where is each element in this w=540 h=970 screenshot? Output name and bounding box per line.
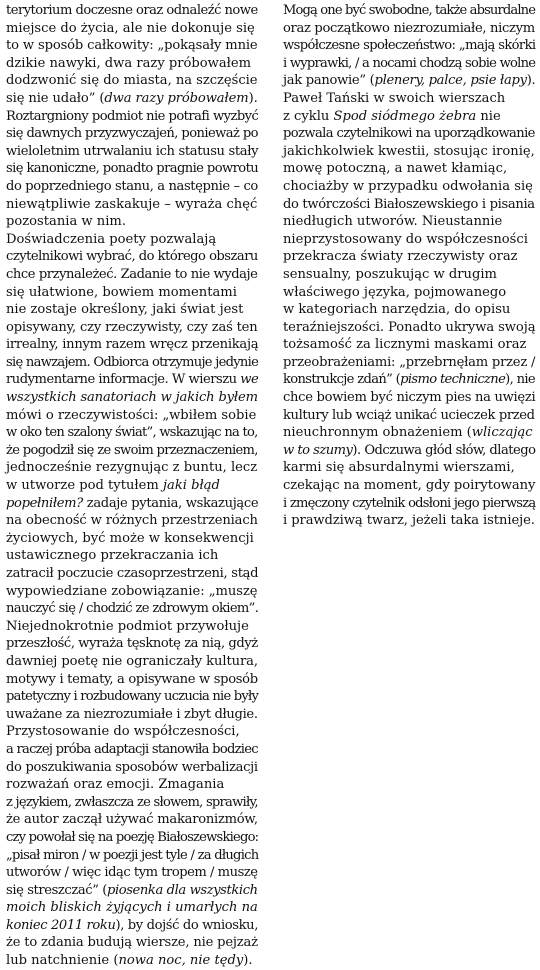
italic-title-text: dwa razy próbowałem xyxy=(104,90,249,106)
body-text: oraz początkowo niezrozumiałe, niczym xyxy=(283,20,535,36)
text-line xyxy=(283,459,535,477)
body-text: chce bowiem być niczym pies na uwięzi xyxy=(283,390,536,406)
text-line xyxy=(6,284,258,302)
text-line xyxy=(6,917,258,935)
text-line xyxy=(6,90,258,108)
text-line xyxy=(6,20,258,38)
body-text: współczesne społeczeństwo: „mają skórki xyxy=(283,38,536,54)
body-text: opisywany, czy rzeczywisty, czy zaś ten xyxy=(6,319,258,335)
text-line xyxy=(6,477,258,495)
body-text: ). Odczuwa głód słów, dlatego xyxy=(352,442,536,458)
text-line xyxy=(283,196,535,214)
body-text: ustawicznego przekraczania ich xyxy=(6,548,219,564)
body-text: tożsamość za licznymi maskami oraz xyxy=(283,337,527,353)
body-text: karmi się absurdalnymi wierszami, xyxy=(283,460,515,476)
left-column xyxy=(6,2,258,970)
body-text: w utworze pod tytułem xyxy=(6,478,163,494)
body-text: a raczej próba adaptacji stanowiła bodziec xyxy=(6,741,258,757)
body-text: mowę potoczną, a nawet kłamiąc, xyxy=(283,161,508,177)
body-text: pozostania w nim. xyxy=(6,214,126,230)
body-text: lub natchnienie ( xyxy=(6,953,119,969)
body-text: nauczyć się / chodzić ze zdrowym okiem”. xyxy=(6,601,259,617)
text-line xyxy=(6,459,258,477)
body-text: teraźniejszości. Ponadto ukrywa swoją xyxy=(283,319,536,335)
text-line xyxy=(6,512,258,530)
text-line xyxy=(6,618,258,636)
body-text: się kanoniczne, ponadto pragnie powrotu xyxy=(6,161,259,177)
text-line xyxy=(283,72,535,90)
text-line xyxy=(6,37,258,55)
body-text: czytelnikowi wybrać, do którego obszaru xyxy=(6,249,258,265)
text-line xyxy=(6,530,258,548)
text-line xyxy=(283,90,535,108)
text-line xyxy=(283,371,535,389)
text-line xyxy=(6,354,258,372)
body-text: Niejednokrotnie podmiot przywołuje xyxy=(6,618,249,634)
text-line xyxy=(6,266,258,284)
italic-title-text: koniec 2011 roku xyxy=(6,917,116,933)
text-line xyxy=(6,776,258,794)
text-line xyxy=(6,741,258,759)
text-line xyxy=(6,319,258,337)
text-line xyxy=(6,600,258,618)
body-text: rudymentarne informacje. W wierszu xyxy=(6,372,241,388)
body-text: przeszłość, wyraża tęsknotę za nią, gdyż xyxy=(6,636,258,652)
body-text: niewątpliwie zaskakuje – wyraża chęć xyxy=(6,196,258,212)
text-line xyxy=(6,160,258,178)
body-text: z językiem, zwłaszcza ze słowem, sprawiły, xyxy=(6,794,258,810)
body-text: zadaje pytania, wskazujące xyxy=(82,495,259,511)
body-text: nieuchronnym obnażeniem ( xyxy=(283,425,472,441)
body-text: ). xyxy=(243,953,253,969)
text-line xyxy=(283,266,535,284)
text-line xyxy=(6,72,258,90)
body-text: nieprzystosowany do współczesności xyxy=(283,231,528,247)
body-text: się nawzajem. Odbiorca otrzymuje jedynie xyxy=(6,354,259,370)
text-line xyxy=(6,882,258,900)
text-line xyxy=(6,108,258,126)
body-text: Mogą one być swobodne, także absurdalne xyxy=(283,3,536,18)
text-line xyxy=(6,143,258,161)
text-line xyxy=(6,231,258,249)
body-text: to w sposób całkowity: „pokąsały mnie xyxy=(6,38,258,54)
body-text: czekając na moment, gdy poirytowany xyxy=(283,478,536,494)
body-text: sensualny, poszukując w drugim xyxy=(283,266,497,282)
text-line xyxy=(283,248,535,266)
italic-title-text: Spod siódmego żebra xyxy=(333,108,477,124)
text-line xyxy=(283,336,535,354)
text-line xyxy=(6,213,258,231)
italic-title-text: plenery, palce, psie łapy xyxy=(374,73,527,89)
body-text: na obecność w różnych przestrzeniach xyxy=(6,513,258,529)
text-line xyxy=(6,196,258,214)
body-text: dzikie nawyki, dwa razy próbowałem xyxy=(6,55,252,71)
body-text: życiowych, być może w konsekwencji xyxy=(6,530,254,546)
text-line xyxy=(6,759,258,777)
body-text: ), by dojść do wniosku, xyxy=(115,917,258,933)
body-text: jednocześnie rezygnując z buntu, lecz xyxy=(6,460,258,476)
body-text: patetyczny i rozbudowany uczucia nie były xyxy=(6,689,259,705)
text-line xyxy=(6,424,258,442)
text-line xyxy=(6,635,258,653)
body-text: wieloletnim utrwalaniu ich statusu stały xyxy=(6,143,259,159)
body-text: i prawdziwą twarz, jeżeli taka istnieje. xyxy=(283,513,535,529)
text-line xyxy=(6,706,258,724)
body-text: w kategoriach narzędzia, do opisu xyxy=(283,302,511,318)
italic-title-text: jaki błąd xyxy=(162,478,220,494)
text-line xyxy=(6,565,258,583)
body-text: do poprzedniego stanu, a następnie – co xyxy=(6,178,258,194)
body-text: terytorium doczesne oraz odnaleźć nowe xyxy=(6,3,258,18)
italic-title-text: wliczając xyxy=(471,425,533,441)
body-text: ). xyxy=(248,90,258,106)
body-text: Doświadczenia poety pozwalają xyxy=(6,231,217,247)
text-line xyxy=(283,213,535,231)
paragraph xyxy=(6,618,258,724)
paragraph xyxy=(6,2,258,231)
italic-title-text: piosenka dla wszystkich xyxy=(106,882,258,898)
italic-title-text: popełniłem? xyxy=(6,495,83,511)
body-text: czy powołał się na poezję Białoszewskiego: xyxy=(6,829,259,845)
body-text: Paweł Tański w swoich wierszach xyxy=(283,90,506,106)
body-text: i zmęczony czytelnik odsłoni jego pierwszą xyxy=(283,495,536,511)
body-text: przeobrażeniami: „przebrnęłam przez / xyxy=(283,354,536,370)
text-line xyxy=(6,952,258,970)
text-line xyxy=(6,2,258,20)
paragraph xyxy=(6,723,258,969)
text-line xyxy=(6,688,258,706)
body-text: dodzwonić się do miasta, na szczęście xyxy=(6,73,258,89)
text-line xyxy=(283,301,535,319)
body-text: dawniej poetę nie ograniczały kultura, xyxy=(6,653,258,669)
text-line xyxy=(283,389,535,407)
italic-title-text: w to szumy xyxy=(283,442,353,458)
text-line xyxy=(283,160,535,178)
text-line xyxy=(283,354,535,372)
body-text: się nie udało” ( xyxy=(6,90,105,106)
body-text: się dawnych przyzwyczajeń, ponieważ po xyxy=(6,126,258,142)
italic-title-text: moich bliskich żyjących i umarłych na xyxy=(6,900,258,916)
body-text: nie xyxy=(476,108,501,124)
body-text: do poszukiwania sposobów werbalizacji xyxy=(6,759,258,775)
body-text: ), nie xyxy=(505,372,536,388)
body-text: niedługich utworów. Nieustannie xyxy=(283,214,503,230)
body-text: i wyprawki, / a nocami chodzą sobie wolne xyxy=(283,55,536,71)
body-text: uważane za niezrozumiałe i zbyt długie. xyxy=(6,706,258,722)
text-line xyxy=(6,371,258,389)
text-line xyxy=(283,424,535,442)
body-text: ). xyxy=(526,73,536,89)
body-text: z cyklu xyxy=(283,108,334,124)
text-line xyxy=(283,512,535,530)
text-line xyxy=(283,442,535,460)
text-line xyxy=(283,178,535,196)
text-line xyxy=(283,495,535,513)
text-line xyxy=(6,442,258,460)
text-line xyxy=(6,389,258,407)
text-line xyxy=(6,794,258,812)
body-text: nie zostaje określony, jaki świat jest xyxy=(6,302,244,318)
text-line xyxy=(6,899,258,917)
text-line xyxy=(6,934,258,952)
body-text: miejsce do życia, ale nie dokonuje się xyxy=(6,20,255,36)
text-line xyxy=(283,284,535,302)
paragraph xyxy=(283,2,535,90)
text-line xyxy=(6,811,258,829)
text-line xyxy=(283,231,535,249)
text-line xyxy=(6,829,258,847)
paragraph xyxy=(283,90,535,530)
text-line xyxy=(6,336,258,354)
body-text: chce przynależeć. Zadanie to nie wydaje xyxy=(6,266,258,282)
body-text: chociażby w przypadku odwołania się xyxy=(283,178,533,194)
text-line xyxy=(283,319,535,337)
italic-title-text: nowa noc, nie tędy xyxy=(118,953,244,969)
paragraph xyxy=(6,231,258,618)
text-line xyxy=(6,407,258,425)
body-text: rozważań oraz emocji. Zmagania xyxy=(6,777,225,793)
text-line xyxy=(6,583,258,601)
text-line xyxy=(6,248,258,266)
text-line xyxy=(6,301,258,319)
body-text: że autor zaczął używać makaronizmów, xyxy=(6,812,258,828)
body-text: że to zdania budują wiersze, nie pejzaż xyxy=(6,935,258,951)
text-line xyxy=(6,125,258,143)
body-text: przekracza światy rzeczywisty oraz xyxy=(283,249,518,265)
text-line xyxy=(283,55,535,73)
body-text: pozwala czytelnikowi na uporządkowanie xyxy=(283,126,535,142)
body-text: w oko ten szalony świat”, wskazując na to, xyxy=(6,425,258,441)
body-text: właściwego języka, pojmowanego xyxy=(283,284,507,300)
body-text: jak panowie” ( xyxy=(283,73,375,89)
italic-title-text: wszystkich sanatoriach w jakich byłem xyxy=(6,390,258,406)
text-line xyxy=(283,37,535,55)
text-line xyxy=(6,723,258,741)
body-text: kultury lub wciąż unikać ucieczek przed xyxy=(283,407,535,423)
text-line xyxy=(6,547,258,565)
text-line xyxy=(283,407,535,425)
body-text: się ułatwione, bowiem momentami xyxy=(6,284,237,300)
text-line xyxy=(283,108,535,126)
body-text: jakichkolwiek kwestii, stosując ironię, xyxy=(283,143,535,159)
body-text: konstrukcje zdań” ( xyxy=(283,372,401,388)
body-text: zatracił poczucie czasoprzestrzeni, stąd xyxy=(6,566,259,581)
text-line xyxy=(6,495,258,513)
body-text: „pisał miron / w poezji jest tyle / za długich xyxy=(6,847,259,863)
body-text: mówi o rzeczywistości: „wbiłem sobie xyxy=(6,407,257,423)
text-line xyxy=(6,847,258,865)
right-column xyxy=(283,2,535,530)
text-line xyxy=(6,55,258,73)
italic-title-text: we xyxy=(240,372,259,388)
text-line xyxy=(283,143,535,161)
text-line xyxy=(6,653,258,671)
body-text: Roztargniony podmiot nie potrafi wyzbyć xyxy=(6,108,259,124)
text-line xyxy=(283,2,535,20)
text-line xyxy=(6,671,258,689)
body-text: że pogodził się ze swoim przeznaczeniem, xyxy=(6,442,258,458)
body-text: Przystosowanie do współczesności, xyxy=(6,724,240,740)
body-text: irrealny, innym razem wręcz przenikają xyxy=(6,337,259,353)
body-text: wypowiedziane zobowiązanie: „muszę xyxy=(6,583,258,599)
body-text: utworów / więc idąc tym tropem / muszę xyxy=(6,865,258,881)
italic-title-text: pismo techniczne xyxy=(400,372,506,388)
text-line xyxy=(6,178,258,196)
body-text: się streszczać” ( xyxy=(6,882,107,898)
body-text: do twórczości Białoszewskiego i pisania xyxy=(283,196,535,212)
text-line xyxy=(283,477,535,495)
text-line xyxy=(283,125,535,143)
body-text: motywy i tematy, a opisywane w sposób xyxy=(6,671,258,687)
text-line xyxy=(283,20,535,38)
text-line xyxy=(6,864,258,882)
